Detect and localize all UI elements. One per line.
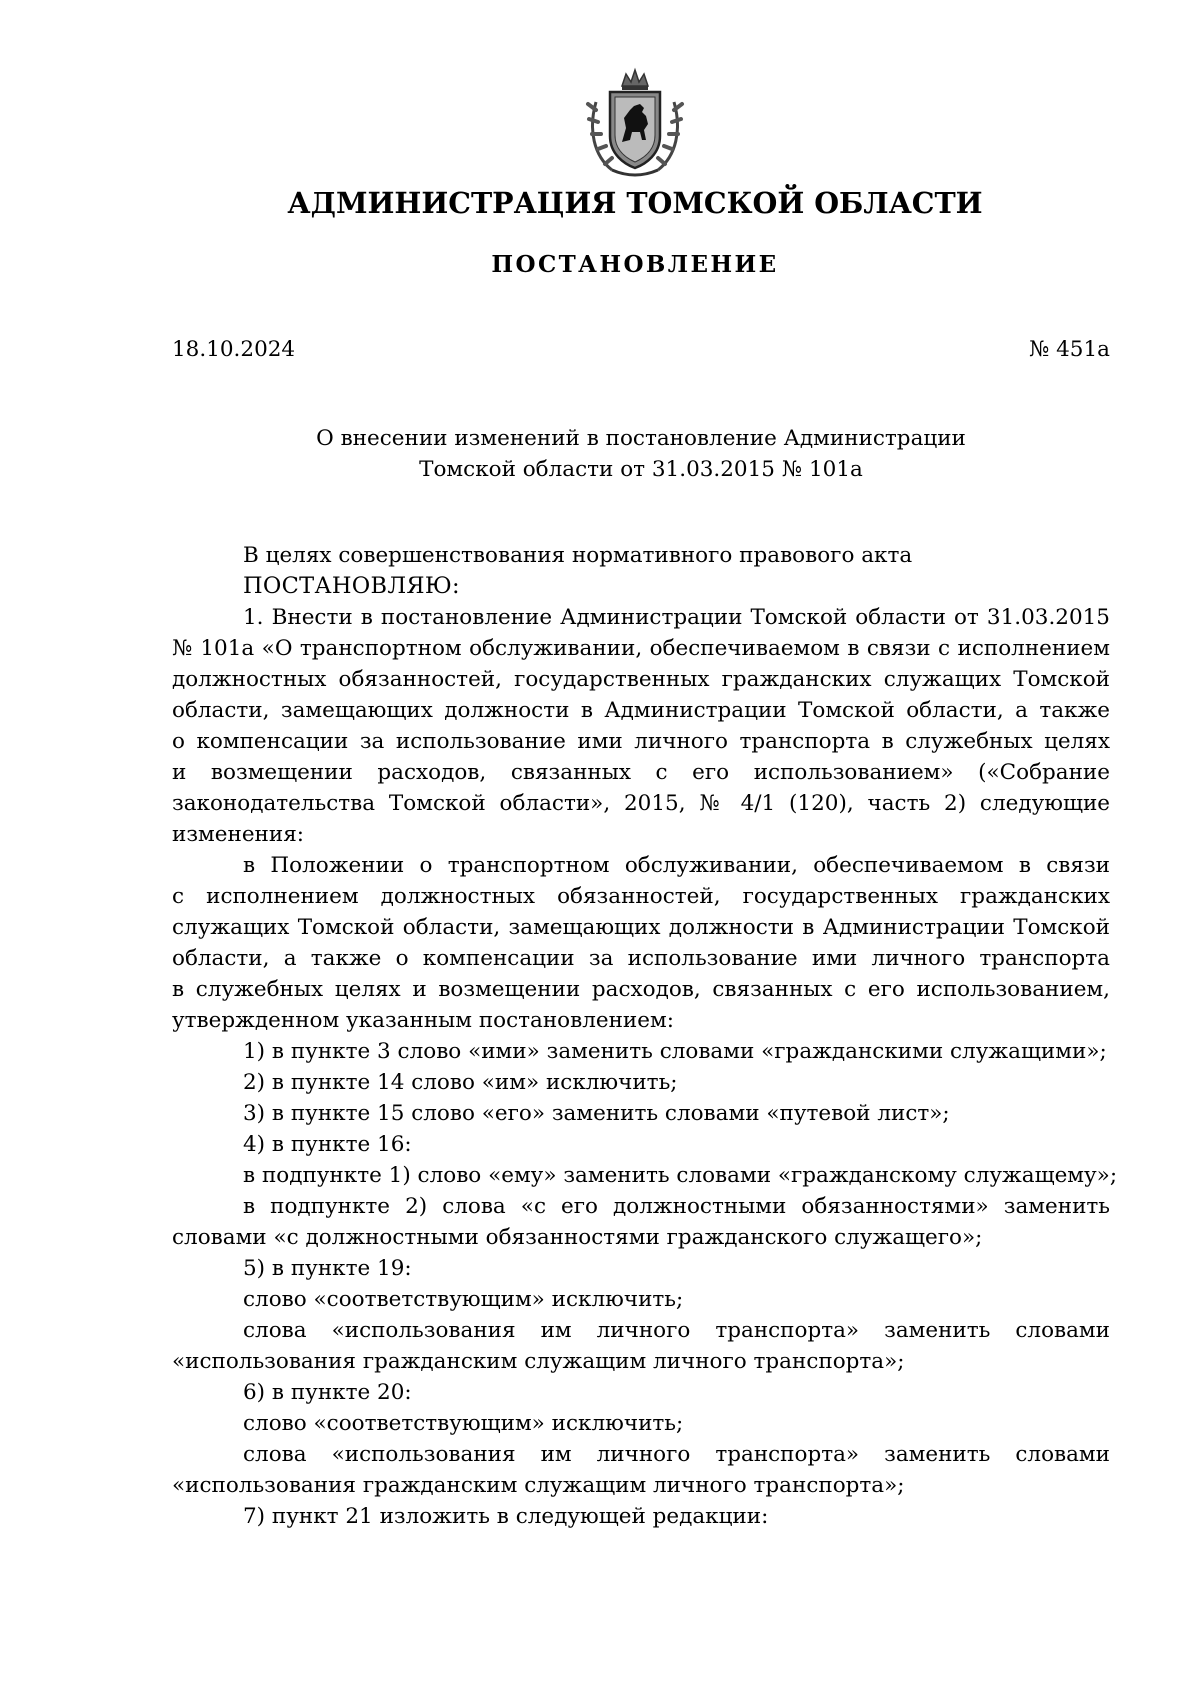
coat-of-arms-icon	[582, 66, 688, 182]
body-line: законодательства Томской области», 2015, № 4/1 (120), часть 2) следующие	[172, 791, 1110, 816]
body-line: и возмещении расходов, связанных с его использованием» («Собрание	[172, 760, 1110, 785]
body-line: в подпункте 1) слово «ему» заменить словами «гражданскому служащему»;	[243, 1163, 1118, 1188]
body-line: 6) в пункте 20:	[243, 1380, 412, 1405]
body-line: слово «соответствующим» исключить;	[243, 1287, 684, 1312]
body-line: 1) в пункте 3 слово «ими» заменить словами «гражданскими служащими»;	[243, 1039, 1107, 1064]
document-number: № 451а	[1028, 337, 1110, 362]
body-line: ПОСТАНОВЛЯЮ:	[243, 573, 460, 599]
body-line: области, а также о компенсации за использование ими личного транспорта	[172, 946, 1110, 971]
body-line: 5) в пункте 19:	[243, 1256, 412, 1281]
body-line: о компенсации за использование ими личного транспорта в служебных целях	[172, 729, 1110, 754]
body-line: утвержденном указанным постановлением:	[172, 1008, 674, 1033]
subject-line: Томской области от 31.03.2015 № 101а	[419, 457, 863, 482]
body-line: в подпункте 2) слова «с его должностными обязанностями» заменить	[243, 1194, 1110, 1219]
body-line: 1. Внести в постановление Администрации Томской области от 31.03.2015	[243, 605, 1110, 630]
body-line: должностных обязанностей, государственных гражданских служащих Томской	[172, 667, 1110, 692]
body-line: изменения:	[172, 822, 305, 847]
body-line: слова «использования им личного транспорта» заменить словами	[243, 1318, 1110, 1343]
organization-title: АДМИНИСТРАЦИЯ ТОМСКОЙ ОБЛАСТИ	[287, 186, 983, 220]
body-line: 3) в пункте 15 слово «его» заменить словами «путевой лист»;	[243, 1101, 950, 1126]
document-body	[172, 540, 1118, 1532]
body-line: в служебных целях и возмещении расходов, связанных с его использованием,	[172, 977, 1110, 1002]
body-line: 7) пункт 21 изложить в следующей редакции:	[243, 1504, 769, 1529]
subject-line: О внесении изменений в постановление Администрации	[316, 426, 966, 451]
body-line: служащих Томской области, замещающих должности в Администрации Томской	[172, 915, 1110, 940]
document-date: 18.10.2024	[172, 337, 296, 362]
body-line: словами «с должностными обязанностями гражданского служащего»;	[172, 1225, 983, 1250]
body-line: «использования гражданским служащим личного транспорта»;	[172, 1349, 905, 1374]
body-line: в Положении о транспортном обслуживании, обеспечиваемом в связи	[243, 853, 1110, 878]
document-subject	[172, 423, 1110, 485]
body-line: слово «соответствующим» исключить;	[243, 1411, 684, 1436]
body-line: слова «использования им личного транспорта» заменить словами	[243, 1442, 1110, 1467]
document-type: ПОСТАНОВЛЕНИЕ	[491, 251, 779, 278]
body-line: В целях совершенствования нормативного правового акта	[243, 543, 913, 568]
body-line: с исполнением должностных обязанностей, государственных гражданских	[172, 884, 1110, 909]
body-line: 2) в пункте 14 слово «им» исключить;	[243, 1070, 678, 1095]
body-line: «использования гражданским служащим личного транспорта»;	[172, 1473, 905, 1498]
body-line: № 101а «О транспортном обслуживании, обеспечиваемом в связи с исполнением	[172, 636, 1110, 661]
body-line: 4) в пункте 16:	[243, 1132, 412, 1157]
body-line: области, замещающих должности в Администрации Томской области, а также	[172, 698, 1110, 723]
